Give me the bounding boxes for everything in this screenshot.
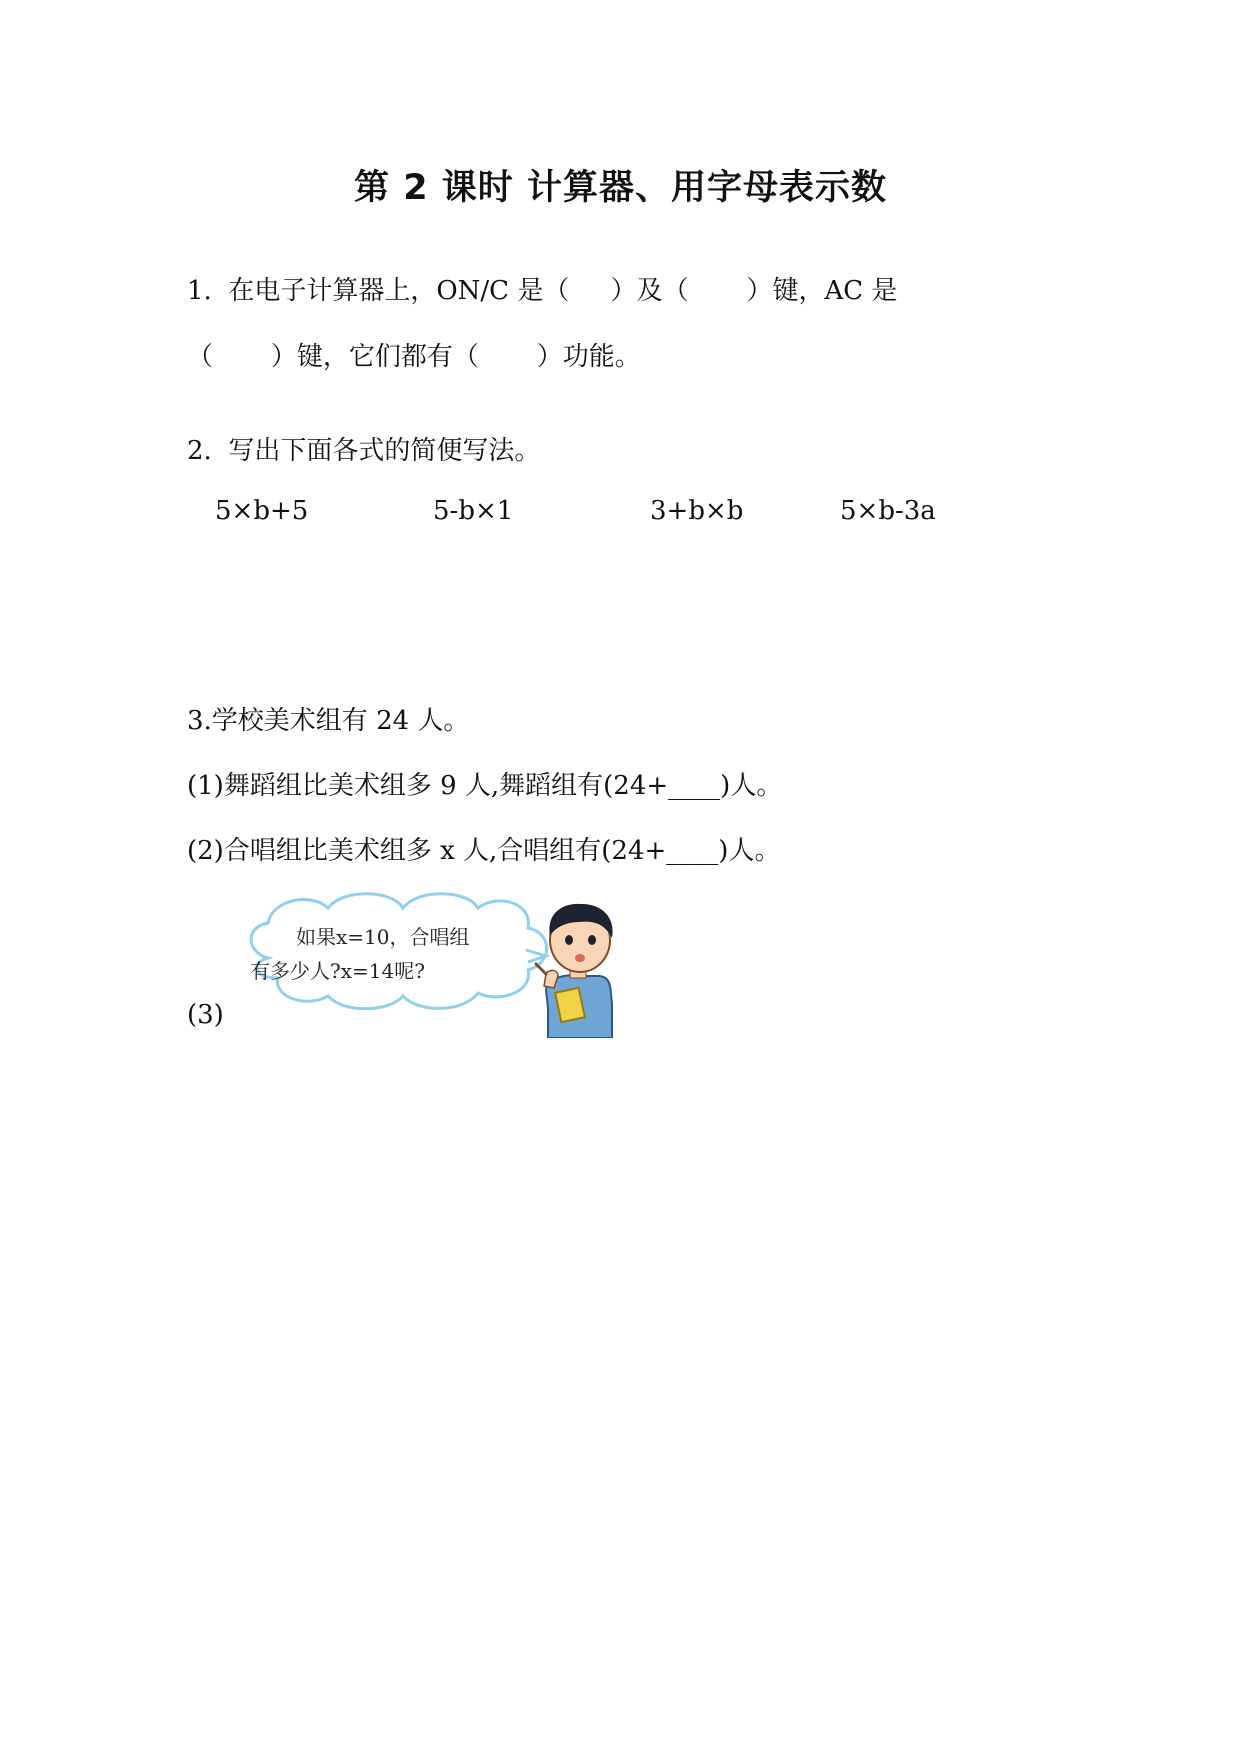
page-title: 第 2 课时 计算器、用字母表示数 [354, 168, 887, 208]
question-3-part-1: (1)舞蹈组比美术组多 9 人,舞蹈组有(24+____)人。 [187, 771, 783, 801]
question-3-stem: 3.学校美术组有 24 人。 [187, 706, 470, 736]
question-1-line-2: （ ）键，它们都有（ ）功能。 [187, 342, 641, 372]
question-3-part-3-label: (3) [187, 1000, 224, 1030]
question-1-line-1: 1. 在电子计算器上，ON/C 是（ ）及（ ）键，AC 是 [187, 276, 898, 306]
question-2-prompt: 2. 写出下面各式的简便写法。 [187, 436, 541, 466]
thought-bubble-illustration [228, 878, 618, 1038]
bubble-text-line-2: 有多少人?x=14呢? [250, 959, 425, 983]
bubble-text-line-1: 如果x=10，合唱组 [296, 925, 470, 949]
expression-3: 3+b×b [650, 496, 744, 526]
boy-figure [536, 904, 613, 1038]
speech-bubble [250, 894, 547, 1009]
question-3-part-2: (2)合唱组比美术组多 x 人,合唱组有(24+____)人。 [187, 836, 781, 866]
expression-4: 5×b-3a [840, 496, 936, 526]
expression-1: 5×b+5 [215, 496, 309, 526]
expression-2: 5-b×1 [433, 496, 514, 526]
